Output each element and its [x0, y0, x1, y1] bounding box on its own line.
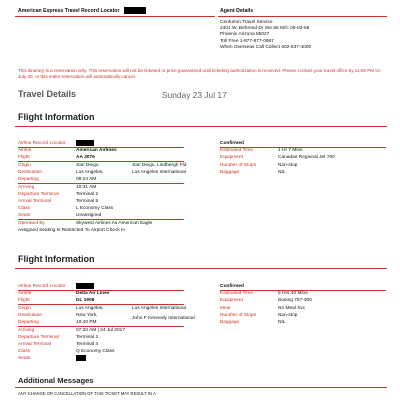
- flight-1-destination-city: Los Angeles,: [76, 170, 104, 175]
- flight-1-status: Confirmed: [220, 141, 244, 146]
- flight-1-dep-terminal: Terminal 2: [76, 192, 99, 197]
- flight-2-meal: No Meal Svc: [278, 306, 306, 311]
- flight-1-departing-label: Departing: [18, 177, 39, 182]
- flight-2-destination-city: New York,: [76, 313, 98, 318]
- flight-1-seats-label: Seats: [18, 213, 31, 218]
- flight-1-class: L Economy Class: [76, 206, 114, 211]
- agent-line: Toll Free 1-877-877-0987: [220, 38, 274, 44]
- flight-1-destination-airport: Los Angeles International: [132, 170, 186, 175]
- row-rule: [18, 219, 184, 220]
- flight-1-divider: [15, 126, 387, 127]
- flight-1-baggage: NIL: [278, 170, 286, 175]
- flight-1-locator-redaction: [76, 140, 94, 146]
- additional-message-text: ANY CHANGE OR CANCELLATION OF THIS TICKET MAY RESULT IN A: [18, 391, 156, 396]
- reservation-notice: This itinerary is a reservation only. This reservation will not be ticketed or price guaranteed until ticketing authorization is received. Please contact your travel office by 11:59 PM on July 20, or this entire reservation will automatically cancel.: [18, 68, 381, 79]
- flight-1-locator-label: Airline Record Locator: [18, 141, 66, 146]
- flight-1-dep-terminal-label: Departure Terminal: [18, 192, 59, 197]
- flight-2-number: DL 1908: [76, 298, 95, 303]
- flight-1-arriving-label: Arriving: [18, 185, 35, 190]
- flight-1-arr-terminal-label: Arrival Terminal: [18, 199, 51, 204]
- flight-1-title: Flight Information: [18, 112, 95, 122]
- flight-1-origin-label: Origin: [18, 163, 31, 168]
- agent-line: 2401 W. Behrend Dr Ste.55 M/C 08-03-69: [220, 26, 310, 32]
- flight-2-arriving: 07:20 AM | 24 Jul 2017: [76, 328, 125, 333]
- flight-2-departing: 10:40 PM: [76, 320, 97, 325]
- flight-2-departing-label: Departing: [18, 320, 39, 325]
- flight-1-number: AA 3076: [76, 155, 95, 160]
- agent-address-block: [220, 20, 311, 51]
- flight-2-arr-terminal-label: Arrival Terminal: [18, 342, 51, 347]
- flight-2-equipment-label: Equipment: [220, 298, 243, 303]
- flight-1-seats: Unassigned: [76, 213, 102, 218]
- flight-2-class: Q Economy Class: [76, 349, 115, 354]
- flight-2-baggage: NIL: [278, 320, 286, 325]
- flight-1-class-label: Class: [18, 206, 30, 211]
- flight-1-baggage-label: Baggage: [220, 170, 240, 175]
- flight-2-equipment: Boeing 767-300: [278, 298, 312, 303]
- flight-2-time-label: Estimated Time: [220, 291, 254, 296]
- row-rule: [18, 304, 184, 305]
- flight-2-seats-label: Seats: [18, 356, 31, 361]
- flight-2-class-label: Class: [18, 349, 30, 354]
- flight-1-seating-note: Assigned Seating Is Restricted To Airport Check In: [18, 228, 126, 233]
- agent-line: When Overseas Call Collect 602-537-4000: [220, 44, 312, 50]
- agent-line: Centurion Travel Service: [220, 20, 273, 25]
- flight-1-operated: Skywest Airlines As American Eagle: [76, 221, 153, 226]
- flight-1-origin-airport: San Diego, Lindbergh Fld: [132, 163, 187, 168]
- row-rule: [18, 161, 184, 162]
- flight-2-origin-airport: Los Angeles International: [132, 306, 186, 311]
- flight-1-stops-label: Number of Stops: [220, 163, 256, 168]
- agent-line: Phoenix Arizona 85027: [220, 32, 270, 38]
- travel-details-title: Travel Details: [18, 89, 77, 99]
- flight-2-dep-terminal-label: Departure Terminal: [18, 335, 59, 340]
- flight-1-flight-label: Flight: [18, 155, 30, 160]
- flight-2-destination-airport: John F Kennedy International: [132, 316, 195, 321]
- flight-2-baggage-label: Baggage: [220, 320, 240, 325]
- row-rule: [18, 326, 184, 327]
- flight-2-title: Flight Information: [18, 254, 95, 264]
- flight-2-locator-redaction: [76, 283, 94, 289]
- additional-messages-title: Additional Messages: [18, 376, 94, 385]
- additional-divider: [15, 387, 387, 388]
- flight-2-locator-label: Airline Record Locator: [18, 284, 66, 289]
- flight-1-operated-label: Operated By: [18, 221, 45, 226]
- flight-1-time-label: Estimated Time: [220, 148, 254, 153]
- flight-2-divider: [15, 268, 387, 269]
- flight-1-stops: Non-stop: [278, 163, 298, 168]
- agent-details-label: Agent Details: [220, 8, 254, 14]
- flight-2-airline-label: Airline: [18, 291, 32, 296]
- header-divider-right: [218, 16, 387, 17]
- flight-2-airline: Delta Air Lines: [76, 291, 110, 296]
- flight-1-arr-terminal: Terminal 5: [76, 199, 99, 204]
- flight-2-destination-label: Destination: [18, 313, 42, 318]
- flight-2-stops-label: Number of Stops: [220, 313, 256, 318]
- flight-2-arriving-label: Arriving: [18, 328, 35, 333]
- flight-2-origin-city: Los Angeles,: [76, 306, 104, 311]
- flight-2-stops: Non-stop: [278, 313, 298, 318]
- flight-1-equipment-label: Equipment: [220, 155, 243, 160]
- flight-1-origin-city: San Diego,: [76, 163, 100, 168]
- flight-2-seats-redaction: [76, 355, 86, 361]
- row-rule: [18, 183, 184, 184]
- flight-1-destination-label: Destination: [18, 170, 42, 175]
- record-locator-title: American Express Travel Record Locator: [18, 8, 120, 14]
- flight-2-meal-label: Meal: [220, 306, 231, 311]
- flight-2-flight-label: Flight: [18, 298, 30, 303]
- flight-2-arr-terminal: Terminal 4: [76, 342, 99, 347]
- flight-2-dep-terminal: Terminal 2: [76, 335, 99, 340]
- flight-1-airline-label: Airline: [18, 148, 32, 153]
- flight-1-departing: 09:24 AM: [76, 177, 97, 182]
- flight-2-status: Confirmed: [220, 284, 244, 289]
- travel-date: Sunday 23 Jul 17: [162, 90, 227, 100]
- header-divider-left: [15, 16, 215, 17]
- flight-2-origin-label: Origin: [18, 306, 31, 311]
- flight-1-airline: American Airlines: [76, 148, 117, 153]
- flight-2-time: 5 Hrs 40 Mins: [278, 291, 308, 296]
- record-locator-redaction: [124, 7, 146, 14]
- flight-1-arriving: 10:31 AM: [76, 185, 97, 190]
- flight-1-equipment: Canadair Regional Jet 700: [278, 155, 335, 160]
- flight-1-time: 1 Hr 7 Mins: [278, 148, 303, 153]
